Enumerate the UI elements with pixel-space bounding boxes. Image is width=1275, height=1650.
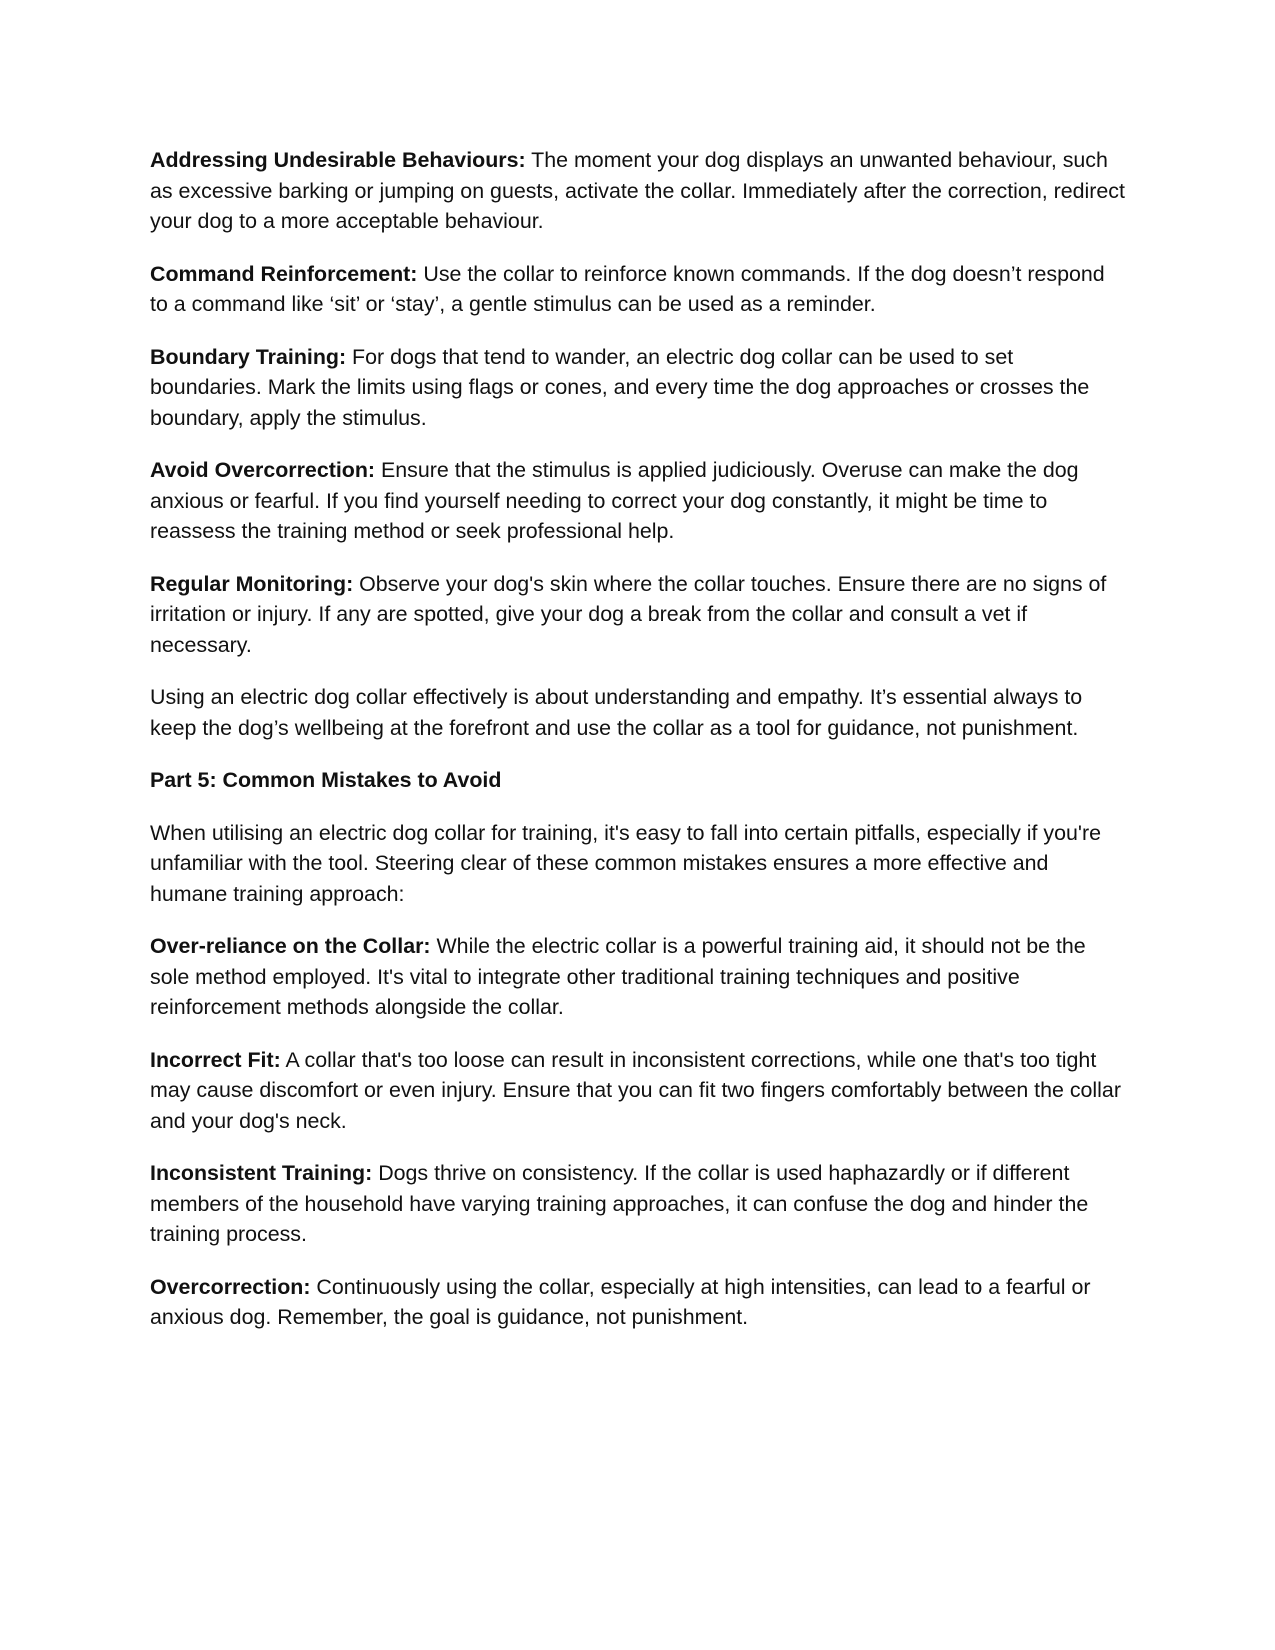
paragraph-command-reinforcement [150, 259, 1128, 320]
paragraph-text: For dogs that tend to wander, an electric dog collar can be used to set boundaries. Mark the limits using flags or cones, and every time the dog approaches or crosses the boundary, apply the stimulus. [150, 344, 1090, 430]
paragraph-text: Continuously using the collar, especially at high intensities, can lead to a fearful or anxious dog. Remember, the goal is guidance, not punishment. [150, 1274, 1091, 1329]
paragraph-avoid-overcorrection [150, 455, 1128, 547]
paragraph-over-reliance-on-collar [150, 931, 1128, 1023]
section-intro-paragraph: When utilising an electric dog collar for training, it's easy to fall into certain pitfalls, especially if you're unfamiliar with the tool. Steering clear of these common mistakes ensures a more effective and humane training approach: [150, 820, 1101, 906]
paragraph-term: Inconsistent Training: [150, 1161, 373, 1185]
paragraph-addressing-undesirable-behaviours [150, 145, 1128, 237]
paragraph-text: The moment your dog displays an unwanted behaviour, such as excessive barking or jumping on guests, activate the collar. Immediately after the correction, redirect your dog to a more acceptable behaviour. [150, 148, 1125, 233]
paragraph-term: Incorrect Fit: [150, 1047, 281, 1072]
paragraph-term: Overcorrection: [150, 1274, 311, 1299]
paragraph-text: Dogs thrive on consistency. If the collar is used haphazardly or if different members of the household have varying training approaches, it can confuse the dog and hinder the training process. [150, 1161, 1089, 1246]
document-body [150, 145, 1128, 1355]
paragraph-term: Over-reliance on the Collar: [150, 934, 431, 958]
paragraph-text: While the electric collar is a powerful training aid, it should not be the sole method employed. It's vital to integrate other traditional training techniques and positive reinforcement methods alongside the collar. [150, 934, 1086, 1019]
paragraph-term: Boundary Training: [150, 344, 347, 369]
paragraph-term: Addressing Undesirable Behaviours: [150, 148, 526, 172]
paragraph-text: Ensure that the stimulus is applied judiciously. Overuse can make the dog anxious or fearful. If you find yourself needing to correct your dog constantly, it might be time to reassess the training method or seek professional help. [150, 458, 1079, 543]
paragraph-regular-monitoring [150, 569, 1128, 661]
paragraph-text: Observe your dog's skin where the collar touches. Ensure there are no signs of irritation or injury. If any are spotted, give your dog a break from the collar and consult a vet if necessary. [150, 571, 1107, 657]
section-heading: Part 5: Common Mistakes to Avoid [150, 768, 502, 792]
paragraph-overcorrection [150, 1272, 1128, 1333]
summary-paragraph: Using an electric dog collar effectively is about understanding and empathy. It’s essential always to keep the dog’s wellbeing at the forefront and use the collar as a tool for guidance, not punishment. [150, 685, 1083, 740]
paragraph-term: Regular Monitoring: [150, 571, 354, 596]
paragraph-inconsistent-training [150, 1158, 1128, 1250]
paragraph-incorrect-fit [150, 1045, 1128, 1137]
paragraph-term: Avoid Overcorrection: [150, 458, 376, 482]
paragraph-text: A collar that's too loose can result in inconsistent corrections, while one that's too tight may cause discomfort or even injury. Ensure that you can fit two fingers comfortably between the collar and your dog's neck. [150, 1047, 1121, 1133]
paragraph-term: Command Reinforcement: [150, 261, 418, 286]
paragraph-boundary-training [150, 342, 1128, 434]
paragraph-text: Use the collar to reinforce known commands. If the dog doesn’t respond to a command like ‘sit’ or ‘stay’, a gentle stimulus can be used as a reminder. [150, 261, 1105, 316]
